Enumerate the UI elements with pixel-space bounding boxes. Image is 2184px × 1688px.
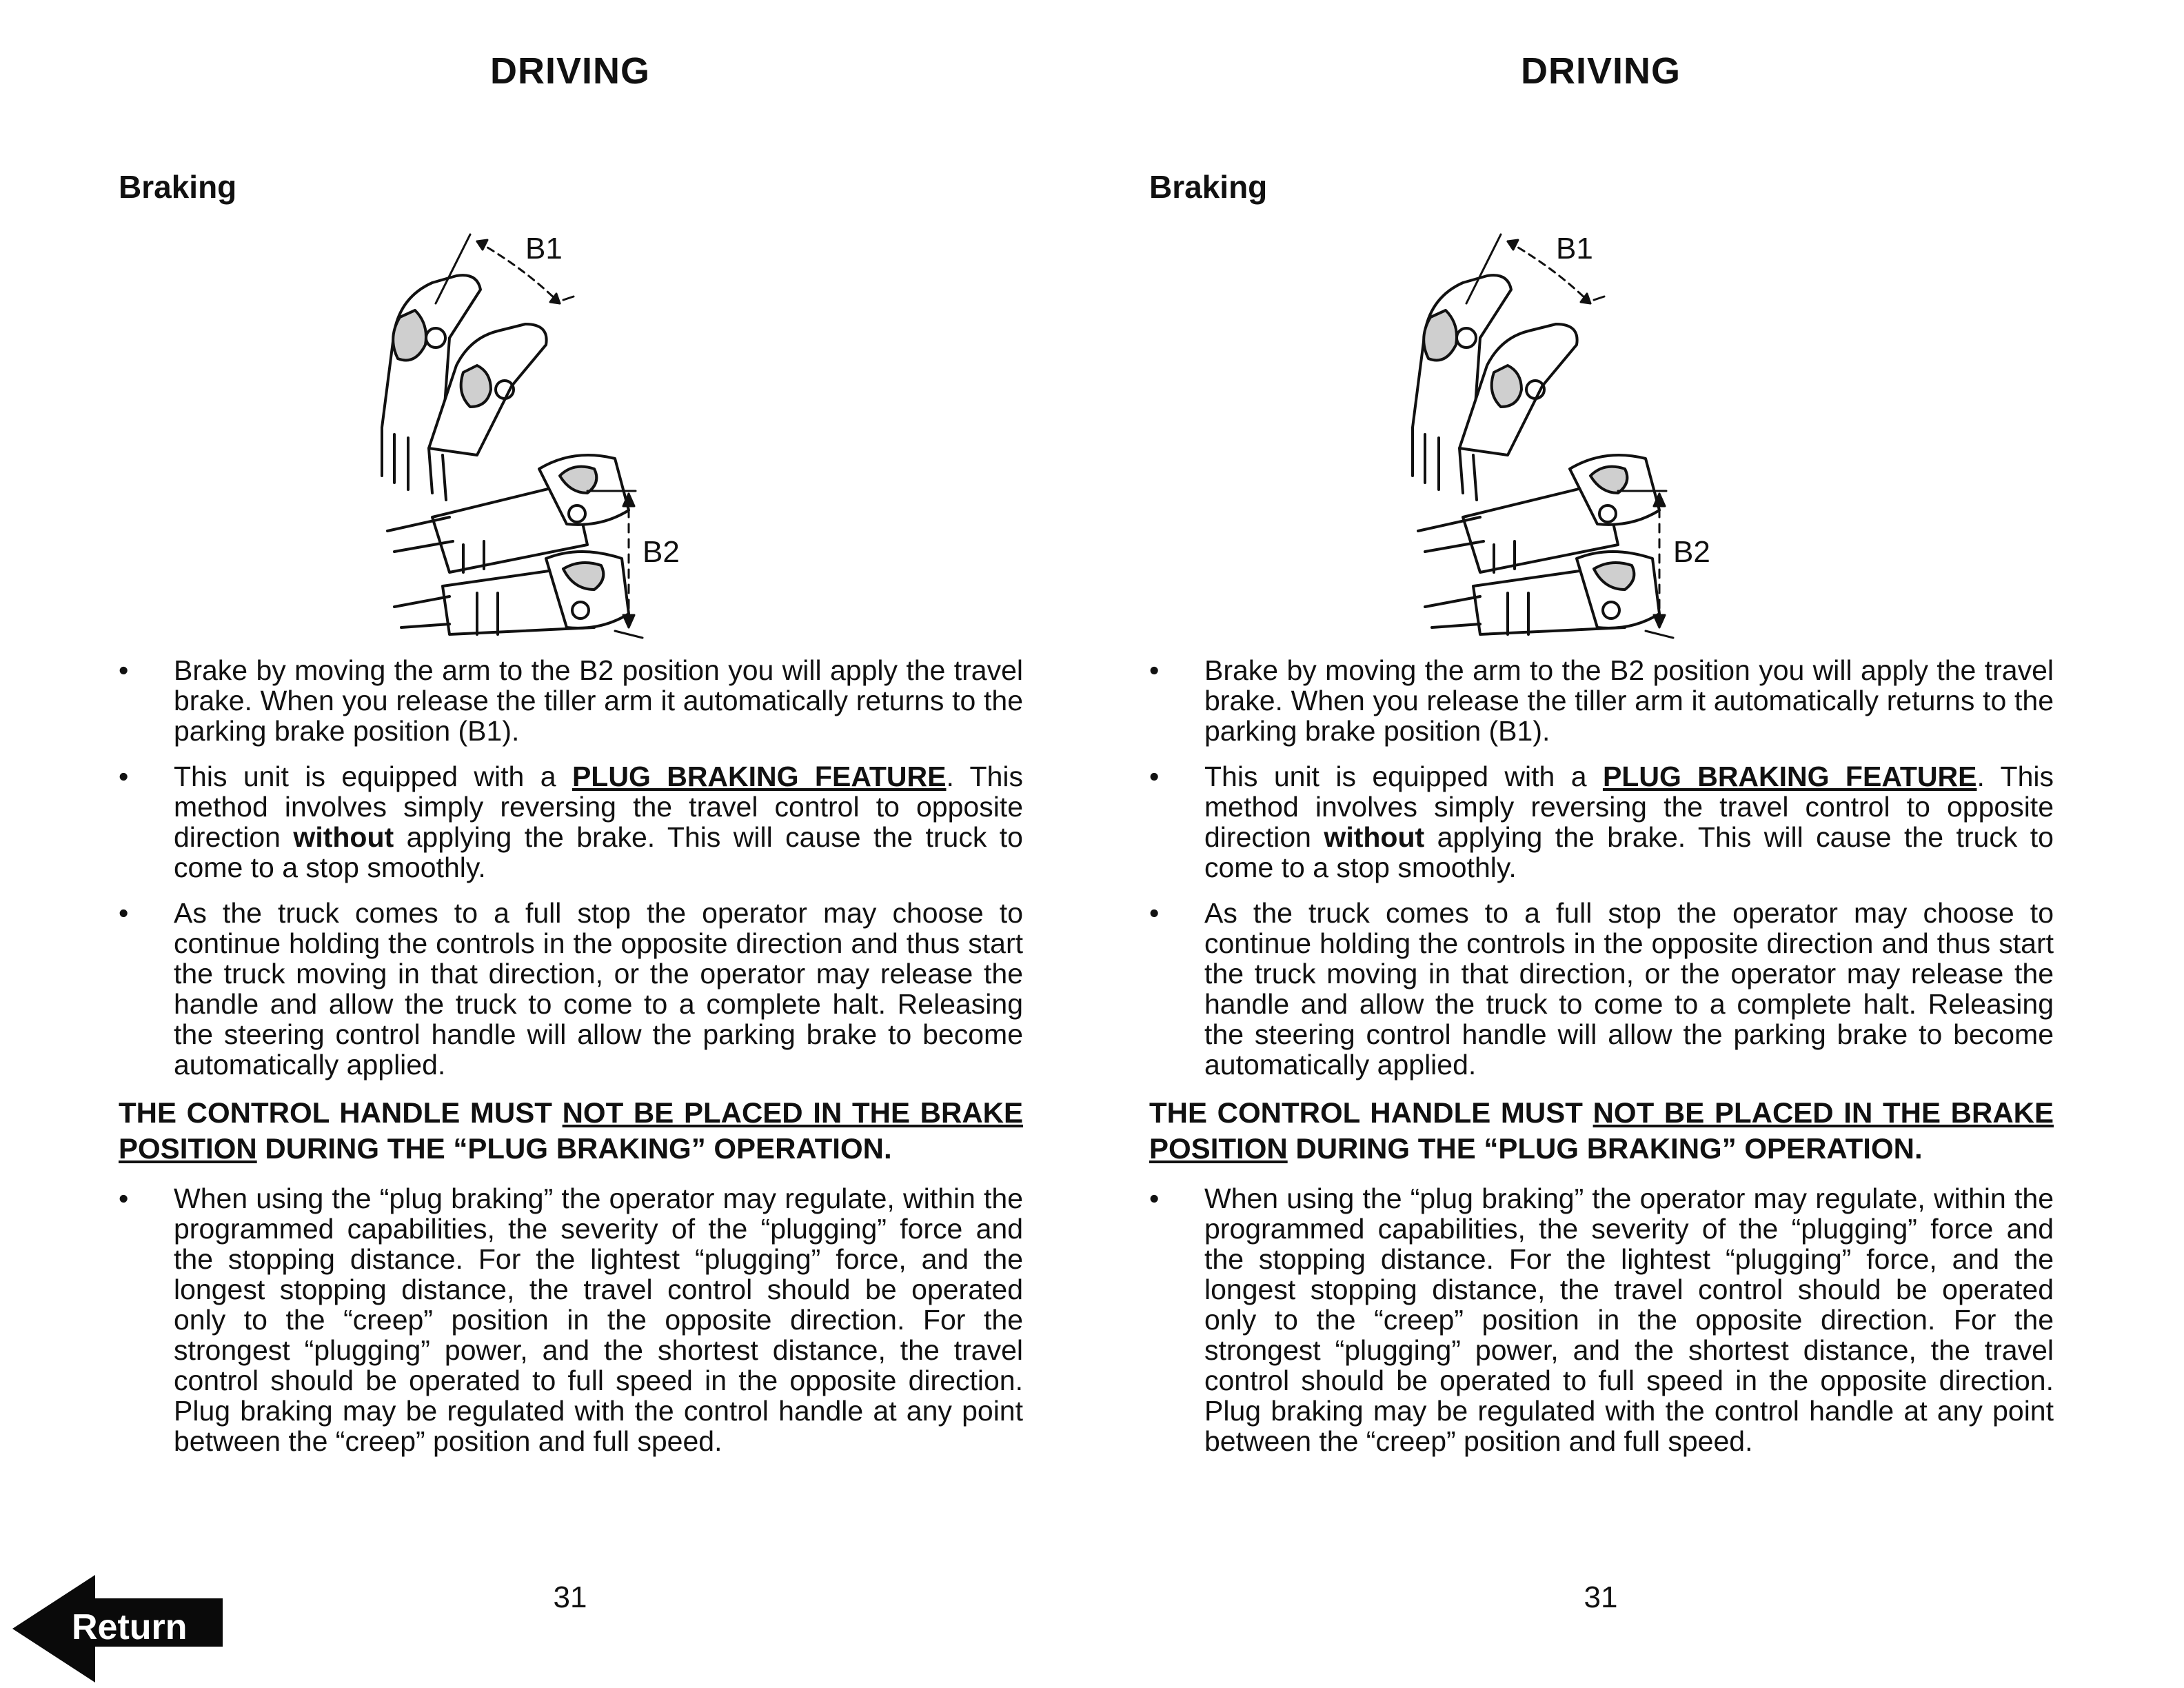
bullet-item-full-stop [119,898,1023,1080]
tiller-arm-b2-lower [394,552,629,634]
section-title: Braking [119,169,237,205]
bullet-text: When using the “plug braking” the operator may regulate, within the programmed capabilities, the severity of the “plugging” force and the stopping distance. For the lightest “plugging” force, and the longest stopping distance, the travel control should be operated only to the “creep” position in the opposite direction. For the strongest “plugging” power, and the shortest distance, the travel control should be operated to full speed in the opposite direction. Plug braking may be regulated with the control handle at any point between the “creep” position and full speed. [1204,1183,2054,1457]
bullet-dot: • [119,897,129,929]
tiller-arm-b2-lower [1425,552,1659,634]
return-button-label: Return [72,1607,188,1647]
bullet-item-brake-position [1149,655,2054,746]
tiller-arm-diagram [1397,221,1783,641]
bullet-dot: • [119,654,129,686]
return-button[interactable] [12,1575,226,1682]
page-number: 31 [553,1580,587,1614]
warning-notice [1149,1095,2054,1167]
bullet-text-end: applying the brake. This will cause the truck to come to a stop smoothly. [174,821,1023,883]
bullet-dot: • [1149,1183,1160,1214]
tiller-arm-b1-lower [429,324,547,500]
bullet-item-plug-regulation [119,1183,1023,1456]
bullet-item-plug-braking [119,761,1023,883]
bullet-text-start: This unit is equipped with a [1204,761,1603,792]
warning-text-end: DURING THE “PLUG BRAKING” OPERATION. [256,1132,892,1165]
without-emphasis: without [1324,821,1425,853]
warning-underlined-text: NOT BE PLACED IN THE BRAKE POSITION [1149,1096,2054,1165]
bullet-text-middle: . This method involves simply reversing the travel control to opposite direction [1204,761,2054,853]
bullet-item-brake-position [119,655,1023,746]
bullet-item-plug-braking [1149,761,2054,883]
plug-braking-feature-term: PLUG BRAKING FEATURE [572,761,947,792]
bullet-text: As the truck comes to a full stop the operator may choose to continue holding the controls in the opposite direction and thus start the truck moving in that direction, or the operator may release the handle and allow the truck to come to a complete halt. Releasing the steering control handle will allow the parking brake to become automatically applied. [174,897,1023,1081]
bullet-dot: • [119,761,129,792]
bullet-text-end: applying the brake. This will cause the truck to come to a stop smoothly. [1204,821,2054,883]
page-header: DRIVING [1520,50,1681,92]
b2-label: B2 [643,535,680,569]
without-emphasis: without [293,821,394,853]
bullet-dot: • [1149,761,1160,792]
bullet-item-full-stop [1149,898,2054,1080]
tiller-arm-illustration [1397,221,1783,641]
bullet-dot: • [1149,654,1160,686]
bullet-text: As the truck comes to a full stop the operator may choose to continue holding the controls in the opposite direction and thus start the truck moving in that direction, or the operator may release the handle and allow the truck to come to a complete halt. Releasing the steering control handle will allow the parking brake to become automatically applied. [1204,897,2054,1081]
page-right [1149,0,2156,1688]
braking-instructions [119,655,1023,1471]
braking-instructions [1149,655,2054,1471]
warning-text-end: DURING THE “PLUG BRAKING” OPERATION. [1287,1132,1923,1165]
plug-braking-feature-term: PLUG BRAKING FEATURE [1602,761,1977,792]
tiller-arm-illustration [367,221,753,641]
tiller-arm-b1-lower [1459,324,1577,500]
page-header: DRIVING [489,50,651,92]
b1-label: B1 [1556,232,1593,265]
warning-underlined-text: NOT BE PLACED IN THE BRAKE POSITION [119,1096,1024,1165]
bullet-item-plug-regulation [1149,1183,2054,1456]
tiller-arm-diagram [367,221,753,641]
section-title: Braking [1149,169,1268,205]
page-number: 31 [1584,1580,1618,1614]
b2-label: B2 [1673,535,1710,569]
bullet-text: When using the “plug braking” the operator may regulate, within the programmed capabilities, the severity of the “plugging” force and the stopping distance. For the lightest “plugging” force, and the longest stopping distance, the travel control should be operated only to the “creep” position in the opposite direction. For the strongest “plugging” power, and the shortest distance, the travel control should be operated to full speed in the opposite direction. Plug braking may be regulated with the control handle at any point between the “creep” position and full speed. [174,1183,1023,1457]
bullet-text-start: This unit is equipped with a [174,761,572,792]
b1-label: B1 [525,232,563,265]
warning-text-start: THE CONTROL HANDLE MUST [119,1096,563,1129]
bullet-text: Brake by moving the arm to the B2 position you will apply the travel brake. When you release the tiller arm it automatically returns to the parking brake position (B1). [174,654,1023,747]
bullet-dot: • [1149,897,1160,929]
warning-notice [119,1095,1023,1167]
bullet-text-middle: . This method involves simply reversing the travel control to opposite direction [174,761,1023,853]
bullet-text: Brake by moving the arm to the B2 position you will apply the travel brake. When you release the tiller arm it automatically returns to the parking brake position (B1). [1204,654,2054,747]
bullet-dot: • [119,1183,129,1214]
warning-text-start: THE CONTROL HANDLE MUST [1149,1096,1593,1129]
page-left [119,0,1125,1688]
